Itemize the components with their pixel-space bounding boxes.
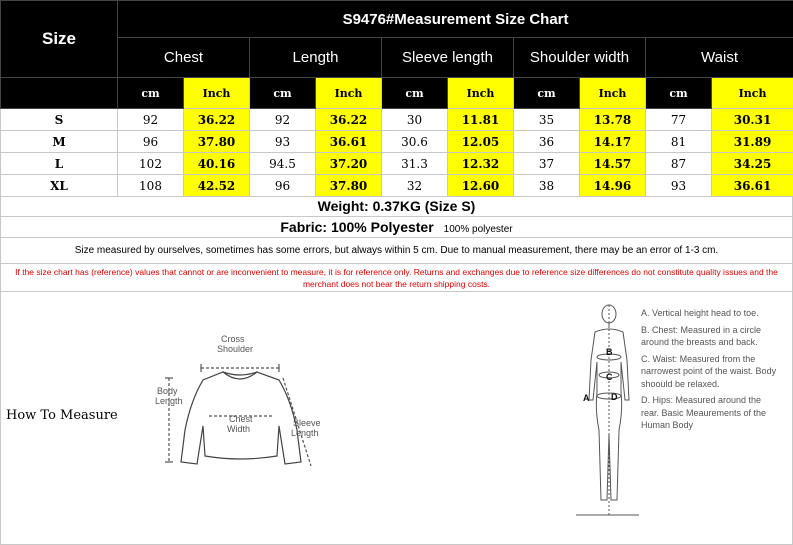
- unit-inch: Inch: [448, 78, 514, 109]
- length-cm-cell: 93: [250, 131, 316, 153]
- unit-cm: cm: [382, 78, 448, 109]
- weight-line: Weight: 0.37KG (Size S): [0, 196, 793, 217]
- unit-inch: Inch: [580, 78, 646, 109]
- cross-shoulder-label-2: Shoulder: [217, 344, 254, 354]
- fabric-line: [0, 217, 793, 238]
- waist-inch-cell: 31.89: [712, 131, 793, 153]
- body-measure-legend: [641, 307, 781, 436]
- shoulder-cm-cell: 37: [514, 153, 580, 175]
- sleeve-cm-cell: 30: [382, 109, 448, 131]
- how-to-measure-section: [0, 292, 793, 545]
- col-shoulder-width: Shoulder width: [514, 38, 646, 78]
- shoulder-inch-cell: 14.57: [580, 153, 646, 175]
- how-to-measure-label: How To Measure: [6, 408, 118, 423]
- waist-cm-cell: 93: [646, 175, 712, 197]
- unit-spacer: [1, 78, 118, 109]
- length-inch-cell: 37.20: [316, 153, 382, 175]
- waist-inch-cell: 30.31: [712, 109, 793, 131]
- length-inch-cell: 37.80: [316, 175, 382, 197]
- chest-inch-cell: 37.80: [184, 131, 250, 153]
- measurement-error-note: Size measured by ourselves, sometimes has some errors, but always within 5 cm. Due to manual measurement, there may be an error of 1-3 cm.: [0, 238, 793, 264]
- sleeve-inch-cell: 11.81: [448, 109, 514, 131]
- length-cm-cell: 92: [250, 109, 316, 131]
- unit-cm: cm: [646, 78, 712, 109]
- chest-cm-cell: 96: [118, 131, 184, 153]
- table-row: [1, 153, 793, 175]
- body-length-label-2: Length: [155, 396, 183, 406]
- table-row: [1, 175, 793, 197]
- unit-cm: cm: [514, 78, 580, 109]
- size-header: Size: [1, 1, 118, 78]
- chest-width-label-2: Width: [227, 424, 251, 434]
- unit-cm: cm: [118, 78, 184, 109]
- chart-title: S9476#Measurement Size Chart: [118, 1, 793, 38]
- length-inch-cell: 36.22: [316, 109, 382, 131]
- garment-diagram: [151, 330, 341, 480]
- chest-inch-cell: 42.52: [184, 175, 250, 197]
- sleeve-cm-cell: 30.6: [382, 131, 448, 153]
- chest-inch-cell: 36.22: [184, 109, 250, 131]
- length-inch-cell: 36.61: [316, 131, 382, 153]
- unit-inch: Inch: [316, 78, 382, 109]
- legend-item-a: A. Vertical height head to toe.: [641, 308, 759, 318]
- sleeve-cm-cell: 32: [382, 175, 448, 197]
- fabric-text: Fabric: 100% Polyester: [280, 219, 434, 235]
- size-chart-table: [0, 0, 793, 197]
- fabric-subtext: 100% polyester: [443, 224, 513, 235]
- col-chest: Chest: [118, 38, 250, 78]
- sleeve-inch-cell: 12.05: [448, 131, 514, 153]
- chest-cm-cell: 102: [118, 153, 184, 175]
- legend-item-b: B. Chest: Measured in a circle around the breasts and back.: [641, 324, 762, 347]
- sleeve-inch-cell: 12.60: [448, 175, 514, 197]
- legend-item-d: D. Hips: Measured around the rear. Basic Meaurements of the Human Body: [641, 395, 767, 430]
- shoulder-cm-cell: 36: [514, 131, 580, 153]
- size-cell: L: [1, 153, 118, 175]
- legend-item-c: C. Waist: Measured from the narrowest point of the waist. Body shoould be relaxed.: [641, 353, 777, 389]
- size-cell: XL: [1, 175, 118, 197]
- col-waist: Waist: [646, 38, 793, 78]
- chest-cm-cell: 92: [118, 109, 184, 131]
- table-row: [1, 131, 793, 153]
- reference-disclaimer-note: If the size chart has (reference) values that cannot or are inconvenient to measure, it is for reference only. Returns and exchanges due to reference size differences do not constitute quality issues and the merchant does not bear the return shipping costs.: [0, 264, 793, 292]
- shoulder-inch-cell: 13.78: [580, 109, 646, 131]
- length-cm-cell: 96: [250, 175, 316, 197]
- shoulder-cm-cell: 35: [514, 109, 580, 131]
- cross-shoulder-label-1: Cross: [221, 334, 245, 344]
- sleeve-length-label-2: Length: [291, 428, 319, 438]
- length-cm-cell: 94.5: [250, 153, 316, 175]
- waist-cm-cell: 87: [646, 153, 712, 175]
- shoulder-inch-cell: 14.17: [580, 131, 646, 153]
- unit-inch: Inch: [712, 78, 793, 109]
- waist-cm-cell: 81: [646, 131, 712, 153]
- waist-cm-cell: 77: [646, 109, 712, 131]
- size-cell: M: [1, 131, 118, 153]
- chest-cm-cell: 108: [118, 175, 184, 197]
- shoulder-cm-cell: 38: [514, 175, 580, 197]
- waist-inch-cell: 34.25: [712, 153, 793, 175]
- body-length-label-1: Body: [157, 386, 178, 396]
- body-figure-diagram: [571, 300, 641, 522]
- chest-width-label-1: Chest: [229, 414, 253, 424]
- unit-cm: cm: [250, 78, 316, 109]
- waist-inch-cell: 36.61: [712, 175, 793, 197]
- body-letter-d: D: [611, 392, 618, 402]
- body-letter-a: A: [583, 393, 590, 403]
- shoulder-inch-cell: 14.96: [580, 175, 646, 197]
- body-letter-b: B: [606, 347, 613, 357]
- body-letter-c: C: [606, 372, 613, 382]
- chest-inch-cell: 40.16: [184, 153, 250, 175]
- sleeve-length-label-1: Sleeve: [293, 418, 321, 428]
- sleeve-inch-cell: 12.32: [448, 153, 514, 175]
- sleeve-cm-cell: 31.3: [382, 153, 448, 175]
- col-sleeve-length: Sleeve length: [382, 38, 514, 78]
- size-cell: S: [1, 109, 118, 131]
- unit-inch: Inch: [184, 78, 250, 109]
- col-length: Length: [250, 38, 382, 78]
- table-row: [1, 109, 793, 131]
